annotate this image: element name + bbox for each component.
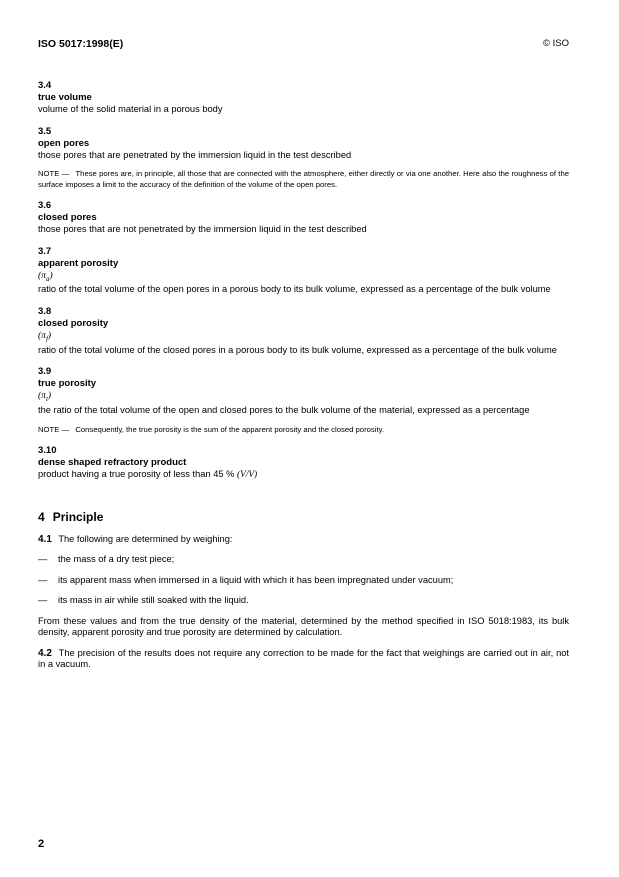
section-heading <box>38 510 569 524</box>
note-text: These pores are, in principle, all those that are connected with the atmosphere, either directly or via one another. Here also the roughness of the surface imposes a limit to the accuracy of the definition of the volume of the open pores. <box>38 169 569 189</box>
term-definition: ratio of the total volume of the closed pores in a porous body to its bulk volume, expressed as a percentage of the bulk volume <box>38 344 557 355</box>
clause-number: 4.2 <box>38 647 52 659</box>
term-definition <box>38 469 569 482</box>
list-item <box>38 595 569 607</box>
note-label: NOTE — <box>38 424 70 434</box>
list-dash: — <box>38 595 48 606</box>
term-name: closed porosity <box>38 317 109 329</box>
note-label: NOTE — <box>38 169 70 178</box>
term-name: dense shaped refractory product <box>38 457 187 469</box>
term-symbol: $(\pi_f)$ <box>38 330 52 343</box>
header-copyright: © ISO <box>542 38 569 49</box>
symbol-sub: t <box>45 395 48 404</box>
term-name: open pores <box>38 137 90 149</box>
term-number: 3.8 <box>38 305 52 317</box>
term-number: 3.9 <box>38 366 52 378</box>
unit-text: (V/V) <box>236 470 258 481</box>
term-name: apparent porosity <box>38 257 119 269</box>
term-definition: the ratio of the total volume of the open and closed pores to the bulk volume of the material, expressed as a percentage <box>38 405 530 416</box>
term-definition: volume of the solid material in a porous body <box>38 104 223 114</box>
term-name: true porosity <box>38 378 97 390</box>
term-number: 3.4 <box>38 80 52 91</box>
symbol-sub: f <box>45 334 48 343</box>
term-name: true volume <box>38 92 92 103</box>
term-symbol: $(\pi_t)$ <box>38 391 52 404</box>
symbol-sub: a <box>45 274 50 283</box>
term-symbol: $(\pi_a)$ <box>38 270 53 283</box>
term-number: 3.7 <box>38 245 52 257</box>
term-3-10 <box>38 445 569 482</box>
definition-text: product having a true porosity of less than 45 % <box>38 469 235 480</box>
clause-text: The following are determined by weighing: <box>58 533 233 544</box>
list-dash: — <box>38 554 48 565</box>
symbol-main: π <box>41 270 46 281</box>
list-item <box>38 554 569 566</box>
term-3-6 <box>38 200 569 236</box>
section-number: 4 <box>38 509 45 524</box>
term-definition: those pores that are penetrated by the immersion liquid in the test described <box>38 149 352 160</box>
clause-text: The precision of the results does not require any correction to be made for the fact that weighings are carried out in air, not in a vacuum. <box>38 647 569 670</box>
term-3-7 <box>38 246 569 296</box>
clause-number: 4.1 <box>38 533 52 545</box>
page-content <box>38 80 569 680</box>
section-title: Principle <box>52 509 104 524</box>
term-definition: those pores that are not penetrated by the immersion liquid in the test described <box>38 224 367 234</box>
term-name: closed pores <box>38 212 97 223</box>
term-number: 3.5 <box>38 125 52 137</box>
page-number: 2 <box>38 838 45 850</box>
term-3-9 <box>38 366 569 435</box>
note-text: Consequently, the true porosity is the sum of the apparent porosity and the closed porosity. <box>75 424 384 434</box>
list-item-text: the mass of a dry test piece; <box>58 554 175 565</box>
term-number: 3.6 <box>38 200 52 211</box>
list-dash: — <box>38 574 48 585</box>
clause-4-2 <box>38 648 569 671</box>
term-note <box>38 425 569 436</box>
header-doc-id: ISO 5017:1998(E) <box>38 38 124 50</box>
list-item <box>38 575 569 587</box>
term-definition: ratio of the total volume of the open pores in a porous body to its bulk volume, expressed as a percentage of the bulk volume <box>38 284 551 295</box>
list-item-text: its mass in air while still soaked with the liquid. <box>58 595 249 606</box>
term-number: 3.10 <box>38 445 57 457</box>
body-paragraph: From these values and from the true density of the material, determined by the method specified in ISO 5018:1983, its bulk density, apparent porosity and true porosity are determined by calculation. <box>38 615 569 638</box>
symbol-main: π <box>41 330 46 341</box>
term-3-4 <box>38 80 569 116</box>
symbol-main: π <box>41 391 46 402</box>
clause-4-1 <box>38 534 569 546</box>
term-3-5 <box>38 126 569 191</box>
term-3-8 <box>38 306 569 356</box>
list-item-text: its apparent mass when immersed in a liquid with which it has been impregnated under vacuum; <box>58 574 454 585</box>
term-note <box>38 169 569 190</box>
